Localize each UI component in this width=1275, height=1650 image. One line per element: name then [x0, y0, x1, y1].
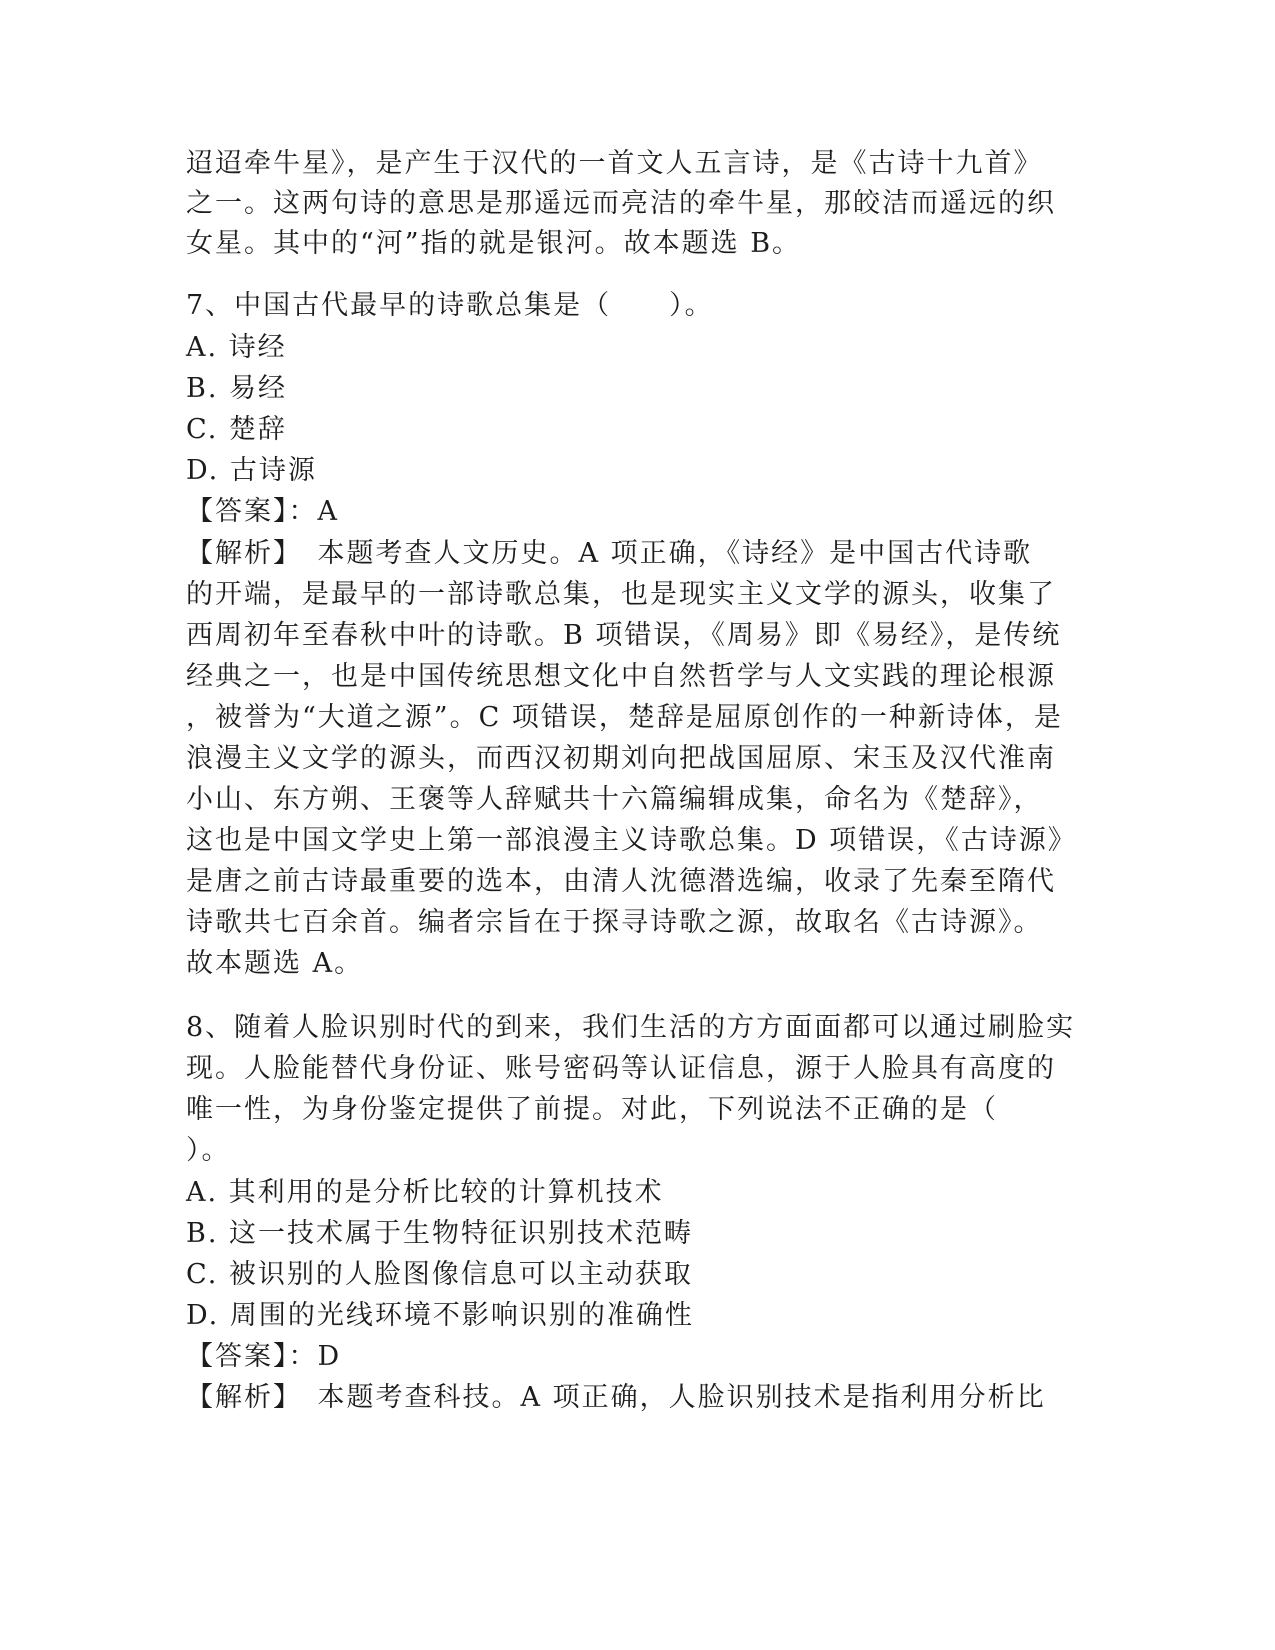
- question-7-analysis-line: 经典之一，也是中国传统思想文化中自然哲学与人文实践的理论根源: [186, 661, 1056, 692]
- question-7-option-c: C. 楚辞: [186, 414, 287, 445]
- prev-explanation-line: 迢迢牵牛星》，是产生于汉代的一首文人五言诗，是《古诗十九首》: [186, 148, 1043, 179]
- question-8-text-line: 8、随着人脸识别时代的到来，我们生活的方方面面都可以通过刷脸实: [186, 1012, 1076, 1043]
- question-8-answer: 【答案】：D: [186, 1341, 342, 1372]
- question-7-answer: 【答案】：A: [186, 496, 339, 527]
- question-8-option-d: D. 周围的光线环境不影响识别的准确性: [186, 1300, 694, 1331]
- prev-explanation-line: 之一。这两句诗的意思是那遥远而亮洁的牵牛星，那皎洁而遥远的织: [186, 188, 1056, 219]
- question-8-option-c: C. 被识别的人脸图像信息可以主动获取: [186, 1259, 693, 1290]
- question-7-analysis-line: 故本题选 A。: [186, 948, 364, 979]
- question-8-text-line: 现。人脸能替代身份证、账号密码等认证信息，源于人脸具有高度的: [186, 1053, 1056, 1084]
- question-7-analysis-line: 小山、东方朔、王褒等人辞赋共十六篇编辑成集，命名为《楚辞》，: [186, 784, 1043, 815]
- question-7-analysis-line: 是唐之前古诗最重要的选本，由清人沈德潜选编，收录了先秦至隋代: [186, 866, 1056, 897]
- question-7-option-d: D. 古诗源: [186, 455, 317, 486]
- question-7-option-b: B. 易经: [186, 373, 288, 404]
- question-8-text-line: 唯一性，为身份鉴定提供了前提。对此，下列说法不正确的是（: [186, 1094, 998, 1125]
- question-7-analysis-line: 浪漫主义文学的源头，而西汉初期刘向把战国屈原、宋玉及汉代淮南: [186, 743, 1056, 774]
- question-8-analysis-line: 【解析】 本题考查科技。A 项正确，人脸识别技术是指利用分析比: [186, 1382, 1046, 1413]
- question-8-option-b: B. 这一技术属于生物特征识别技术范畴: [186, 1218, 694, 1249]
- question-7-analysis-line: ，被誉为“大道之源”。C 项错误，楚辞是屈原创作的一种新诗体，是: [186, 702, 1063, 733]
- question-8-text-line: ）。: [186, 1135, 231, 1166]
- question-7-analysis-line: 诗歌共七百余首。编者宗旨在于探寻诗歌之源，故取名《古诗源》。: [186, 907, 1043, 938]
- question-7-text: 7、中国古代最早的诗歌总集是（ ）。: [186, 290, 714, 321]
- question-7-analysis-line: 西周初年至春秋中叶的诗歌。B 项错误，《周易》即《易经》，是传统: [186, 620, 1062, 651]
- question-7-option-a: A. 诗经: [186, 332, 287, 363]
- question-7-analysis-line: 的开端，是最早的一部诗歌总集，也是现实主义文学的源头，收集了: [186, 579, 1056, 610]
- question-7-analysis-line: 这也是中国文学史上第一部浪漫主义诗歌总集。D 项错误，《古诗源》: [186, 825, 1077, 856]
- prev-explanation-line: 女星。其中的“河”指的就是银河。故本题选 B。: [186, 228, 802, 259]
- question-7-analysis-line: 【解析】 本题考查人文历史。A 项正确，《诗经》是中国古代诗歌: [186, 538, 1033, 569]
- question-8-option-a: A. 其利用的是分析比较的计算机技术: [186, 1177, 664, 1208]
